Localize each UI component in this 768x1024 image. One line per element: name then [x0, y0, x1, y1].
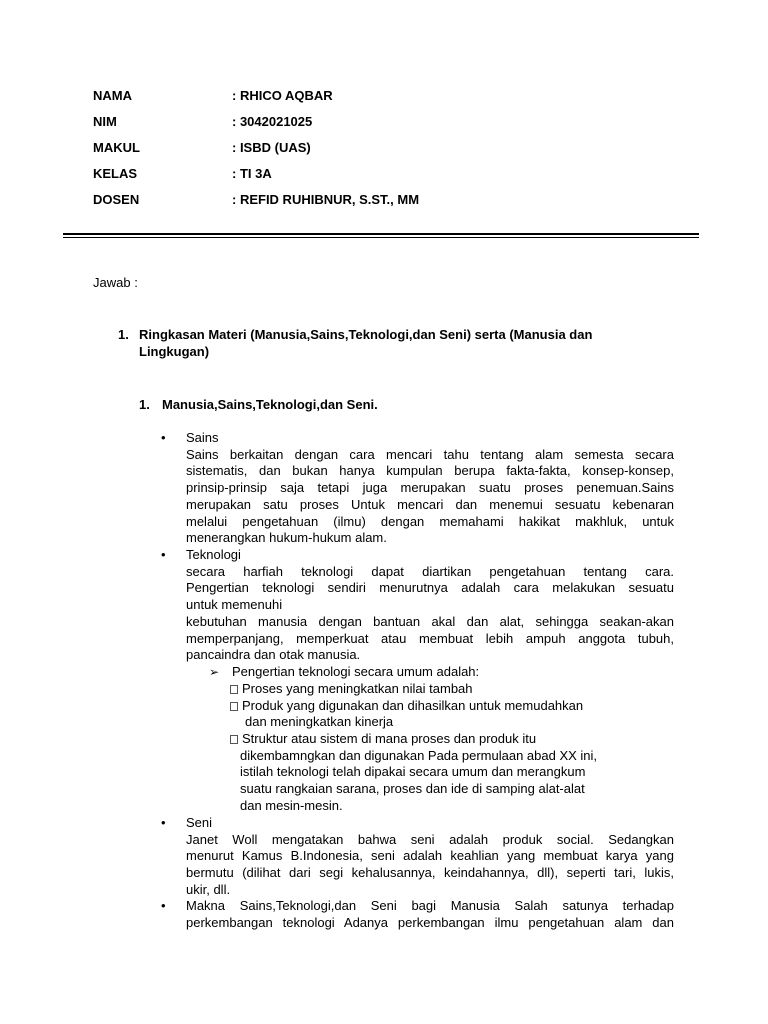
bullet-marker: • — [161, 430, 166, 445]
header-value: : RHICO AQBAR — [232, 88, 333, 103]
subsection-number: 1. — [139, 397, 150, 412]
section-title-line: Ringkasan Materi (Manusia,Sains,Teknologi,dan Seni) serta (Manusia dan — [139, 327, 593, 342]
header-label: DOSEN — [93, 192, 140, 207]
list-item — [230, 731, 536, 748]
header-row-nim — [93, 114, 312, 130]
header-row-makul — [93, 140, 311, 156]
paragraph-line: pancaindra dan otak manusia. — [186, 647, 361, 663]
header-divider-thick — [63, 233, 699, 235]
bullet-makna — [186, 898, 674, 931]
paragraph-line: memperpanjang, memperkuat atau membuat lebih ampuh anggota tubuh, — [186, 630, 674, 646]
arrow-bullet-icon: ➢ — [209, 665, 220, 679]
answer-label: Jawab : — [93, 275, 138, 290]
paragraph-line: menerangkan hukum-hukum alam. — [186, 530, 387, 546]
list-item — [230, 698, 583, 715]
paragraph-line: untuk memenuhi — [186, 597, 283, 613]
header-label: NIM — [93, 114, 117, 129]
header-value: : REFID RUHIBNUR, S.ST., MM — [232, 192, 420, 207]
arrow-bullet-text: Pengertian teknologi secara umum adalah: — [232, 664, 480, 679]
paragraph-line: Sains berkaitan dengan cara mencari tahu tentang alam semesta secara — [186, 446, 674, 462]
paragraph-line: sistematis, dan bukan hanya kumpulan berupa fakta-fakta, konsep-konsep, — [186, 463, 674, 479]
paragraph-line: Janet Woll mengatakan bahwa seni adalah produk social. Sedangkan — [186, 831, 674, 847]
section-title-line: Lingkugan) — [139, 343, 210, 359]
bullet-marker: • — [161, 815, 166, 830]
header-label: KELAS — [93, 166, 138, 181]
paragraph-line: menurut Kamus B.Indonesia, seni adalah keahlian yang membuat karya yang — [186, 848, 674, 864]
list-item-continuation: istilah teknologi telah dipakai secara umum dan merangkum — [240, 764, 586, 779]
section-number: 1. — [118, 327, 129, 342]
bullet-teknologi — [186, 547, 674, 664]
checkbox-square-icon — [230, 685, 238, 694]
header-label: NAMA — [93, 88, 132, 103]
list-item-continuation: suatu rangkaian sarana, proses dan ide di samping alat-alat — [240, 781, 585, 796]
paragraph-line: melalui pengetahuan (ilmu) dengan memahami hakikat makhluk, untuk — [186, 513, 674, 529]
list-item-text: Proses yang meningkatkan nilai tambah — [242, 681, 473, 696]
paragraph-line: Pengertian teknologi sendiri menurutnya adalah cara melakukan sesuatu — [186, 580, 674, 596]
bullet-sains — [186, 430, 674, 547]
header-value: : ISBD (UAS) — [232, 140, 311, 155]
header-value: : 3042021025 — [232, 114, 313, 129]
header-row-dosen — [93, 192, 419, 208]
bullet-marker: • — [161, 547, 166, 562]
list-item-continuation: dan meningkatkan kinerja — [245, 714, 394, 729]
list-item-continuation: dan mesin-mesin. — [240, 798, 343, 813]
bullet-seni — [186, 815, 674, 899]
paragraph-line: bermutu (dilihat dari segi kehalusannya, keindahannya, dll), seperti tari, lukis, — [186, 865, 674, 881]
section-title — [139, 327, 592, 360]
paragraph-line: Makna Sains,Teknologi,dan Seni bagi Manusia Salah satunya terhadap — [186, 898, 674, 913]
paragraph-line: merupakan satu proses Untuk mencari dan menemui sesuatu kebenaran — [186, 496, 674, 512]
header-label: MAKUL — [93, 140, 140, 155]
paragraph-line: ukir, dll. — [186, 881, 231, 897]
list-item — [230, 681, 473, 698]
header-row-nama — [93, 88, 333, 104]
header-row-kelas — [93, 166, 272, 182]
paragraph-line: kebutuhan manusia dengan bantuan akal dan alat, sehingga seakan-akan — [186, 613, 674, 629]
header-divider-thin — [63, 237, 699, 238]
paragraph-line: prinsip-prinsip saja tetapi juga merupakan suatu proses penemuan.Sains — [186, 480, 674, 496]
checkbox-square-icon — [230, 735, 238, 744]
bullet-heading: Sains — [186, 430, 219, 445]
paragraph-line: secara harfiah teknologi dapat diartikan pengetahuan tentang cara. — [186, 563, 674, 579]
header-value: : TI 3A — [232, 166, 272, 181]
list-item-continuation: dikembamngkan dan digunakan Pada permulaan abad XX ini, — [240, 748, 598, 763]
list-item-text: Produk yang digunakan dan dihasilkan untuk memudahkan — [242, 698, 584, 713]
bullet-heading: Teknologi — [186, 547, 241, 562]
paragraph-line: perkembangan teknologi Adanya perkembangan ilmu pengetahuan alam dan — [186, 914, 674, 930]
subsection-title: Manusia,Sains,Teknologi,dan Seni. — [162, 397, 378, 412]
bullet-marker: • — [161, 898, 166, 913]
list-item-text: Struktur atau sistem di mana proses dan produk itu — [242, 731, 537, 746]
bullet-heading: Seni — [186, 815, 213, 830]
checkbox-square-icon — [230, 702, 238, 711]
